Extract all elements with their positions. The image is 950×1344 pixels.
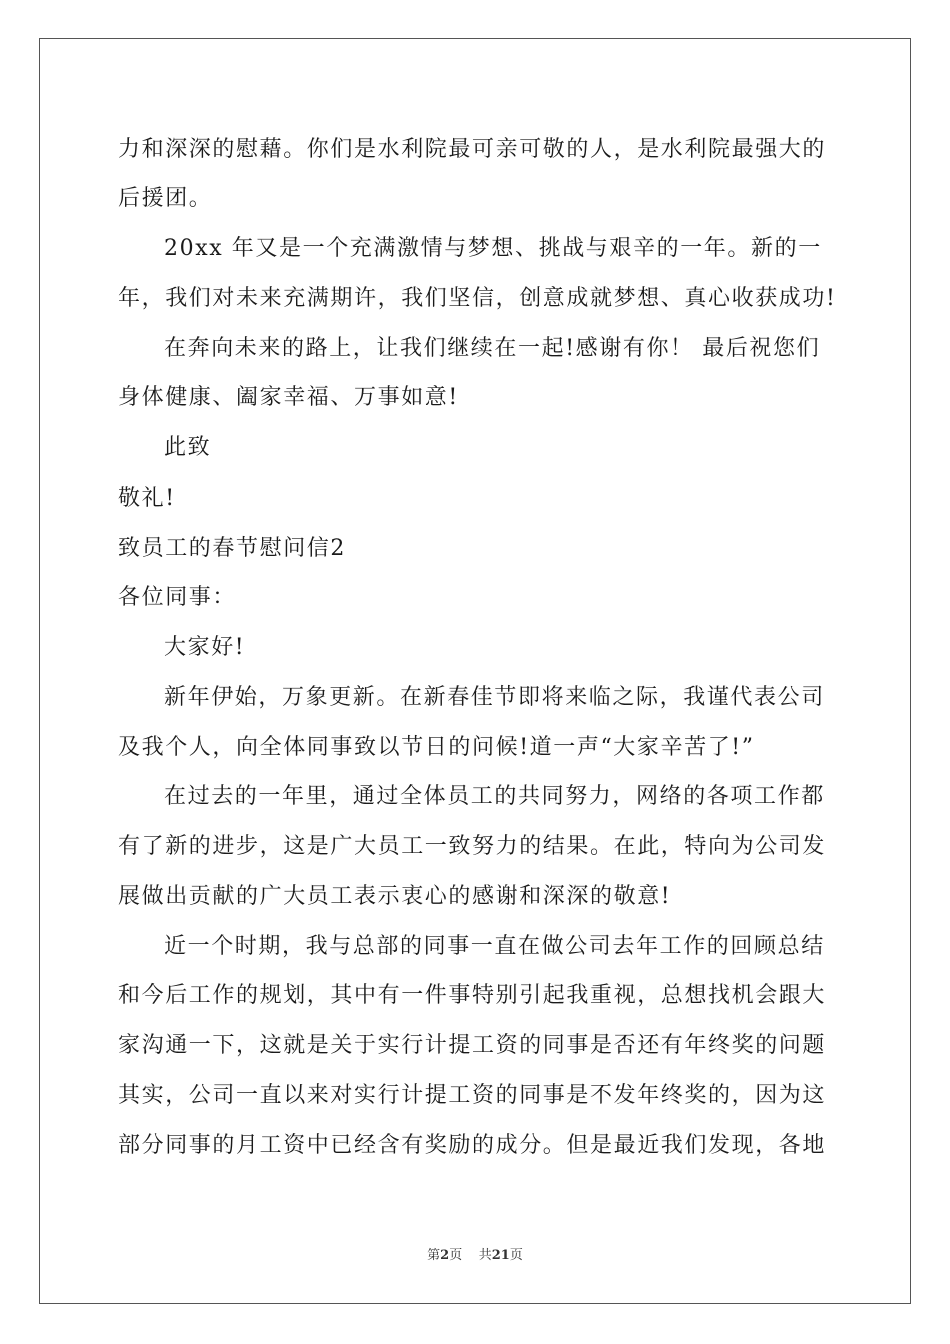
- page-mid: 页 共: [449, 1248, 492, 1263]
- text-line: 家沟通一下，这就是关于实行计提工资的同事是否还有年终奖的问题: [118, 1033, 827, 1058]
- text-line: 在奔向未来的路上，让我们继续在一起!感谢有你！ 最后祝您们: [164, 336, 821, 361]
- text-line: 新年伊始，万象更新。在新春佳节即将来临之际，我谨代表公司: [164, 685, 825, 710]
- salutation: 各位同事：: [118, 585, 237, 610]
- text-line: 年，我们对未来充满期许，我们坚信，创意成就梦想、真心收获成功!: [118, 286, 837, 311]
- page-current: 2: [440, 1248, 450, 1263]
- text-line: 展做出贡献的广大员工表示衷心的感谢和深深的敬意!: [118, 884, 672, 909]
- text-line: 力和深深的慰藉。你们是水利院最可亲可敬的人，是水利院最强大的: [118, 137, 827, 162]
- text-line: 及我个人，向全体同事致以节日的问候!道一声“大家辛苦了!”: [118, 735, 755, 760]
- text-line: 此致: [164, 435, 212, 460]
- page-total: 21: [491, 1248, 510, 1263]
- text-line: 后援团。: [118, 186, 213, 211]
- text-line: 和今后工作的规划，其中有一件事特别引起我重视，总想找机会跟大: [118, 983, 827, 1008]
- page-suffix: 页: [509, 1248, 523, 1263]
- text-line: 20xx 年又是一个充满激情与梦想、挑战与艰辛的一年。新的一: [164, 236, 822, 261]
- text-line: 部分同事的月工资中已经含有奖励的成分。但是最近我们发现，各地: [118, 1133, 827, 1158]
- text-line: 其实，公司一直以来对实行计提工资的同事是不发年终奖的，因为这: [118, 1083, 827, 1108]
- page-prefix: 第: [427, 1248, 441, 1263]
- text-line: 身体健康、阖家幸福、万事如意!: [118, 385, 459, 410]
- text-line: 在过去的一年里，通过全体员工的共同努力，网络的各项工作都: [164, 784, 825, 809]
- letter-title: 致员工的春节慰问信2: [118, 536, 346, 561]
- text-line: 近一个时期，我与总部的同事一直在做公司去年工作的回顾总结: [164, 934, 825, 959]
- text-line: 有了新的进步，这是广大员工一致努力的结果。在此，特向为公司发: [118, 834, 827, 859]
- text-line: 大家好!: [164, 635, 246, 660]
- text-line: 敬礼!: [118, 486, 176, 511]
- page-border: [39, 38, 911, 1304]
- page-footer: [0, 1248, 950, 1264]
